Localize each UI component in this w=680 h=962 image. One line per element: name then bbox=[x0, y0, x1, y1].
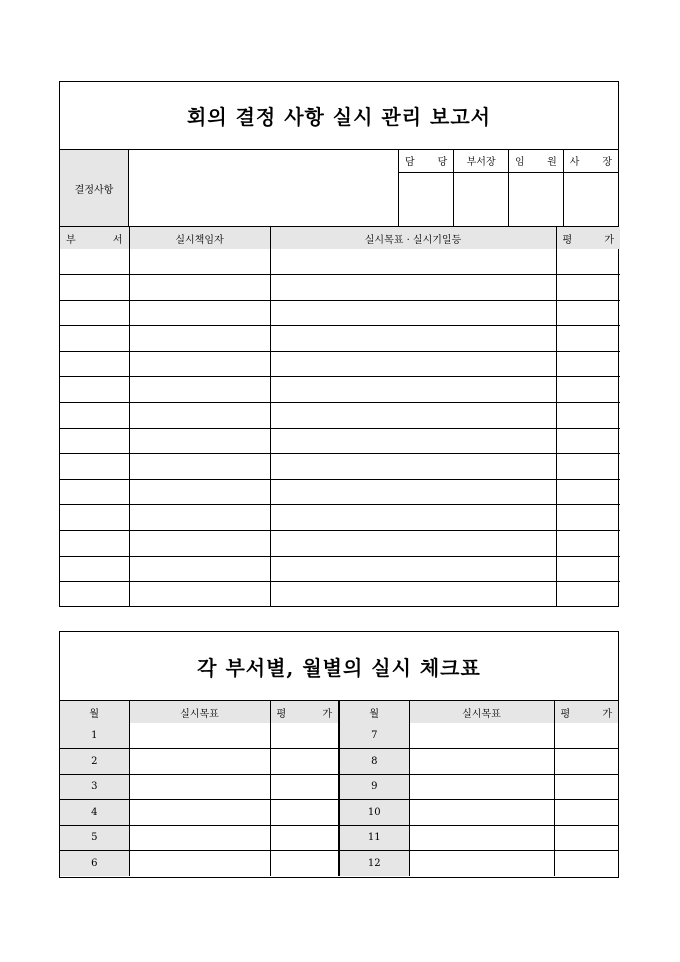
eval-cell[interactable] bbox=[556, 454, 620, 480]
col-header-goal: 실시목표 bbox=[129, 701, 270, 723]
table-row bbox=[60, 505, 620, 531]
table-row bbox=[60, 454, 620, 480]
goal-cell[interactable] bbox=[270, 300, 556, 326]
goal-cell[interactable] bbox=[270, 454, 556, 480]
goal-cell[interactable] bbox=[129, 800, 270, 826]
eval-cell[interactable] bbox=[556, 275, 620, 301]
eval-cell[interactable] bbox=[554, 723, 618, 749]
goal-cell[interactable] bbox=[129, 774, 270, 800]
dept-cell[interactable] bbox=[60, 428, 129, 454]
decision-label: 결정사항 bbox=[60, 150, 129, 226]
goal-cell[interactable] bbox=[270, 556, 556, 582]
goal-cell[interactable] bbox=[270, 428, 556, 454]
month-cell: 12 bbox=[340, 851, 409, 877]
dept-cell[interactable] bbox=[60, 479, 129, 505]
decision-content-field[interactable] bbox=[129, 150, 399, 226]
dept-cell[interactable] bbox=[60, 326, 129, 352]
owner-cell[interactable] bbox=[129, 326, 270, 352]
table-row bbox=[340, 800, 618, 826]
goal-cell[interactable] bbox=[409, 851, 554, 877]
decision-approval-row bbox=[60, 150, 618, 227]
table-row bbox=[60, 582, 620, 608]
owner-cell[interactable] bbox=[129, 300, 270, 326]
goal-cell[interactable] bbox=[270, 377, 556, 403]
table-row bbox=[60, 800, 338, 826]
dept-cell[interactable] bbox=[60, 403, 129, 429]
checklist-table-right bbox=[340, 701, 618, 876]
col-header-month: 월 bbox=[60, 701, 129, 723]
owner-cell[interactable] bbox=[129, 454, 270, 480]
dept-cell[interactable] bbox=[60, 275, 129, 301]
eval-cell[interactable] bbox=[556, 556, 620, 582]
eval-cell[interactable] bbox=[556, 403, 620, 429]
eval-cell[interactable] bbox=[270, 774, 338, 800]
col-header-month: 월 bbox=[340, 701, 409, 723]
eval-cell[interactable] bbox=[556, 531, 620, 557]
owner-cell[interactable] bbox=[129, 351, 270, 377]
goal-cell[interactable] bbox=[129, 851, 270, 877]
owner-cell[interactable] bbox=[129, 505, 270, 531]
owner-cell[interactable] bbox=[129, 582, 270, 608]
table-row bbox=[60, 351, 620, 377]
approval-stamp-box bbox=[399, 150, 618, 226]
dept-cell[interactable] bbox=[60, 582, 129, 608]
checklist-title: 각 부서별, 월별의 실시 체크표 bbox=[60, 632, 618, 701]
col-header-eval: 평 가 bbox=[556, 227, 620, 249]
table-row bbox=[340, 851, 618, 877]
table-row bbox=[340, 774, 618, 800]
eval-cell[interactable] bbox=[556, 249, 620, 275]
dept-cell[interactable] bbox=[60, 531, 129, 557]
approval-header-president: 사 장 bbox=[563, 150, 618, 172]
table-row bbox=[60, 556, 620, 582]
eval-cell[interactable] bbox=[270, 825, 338, 851]
col-header-dept: 부 서 bbox=[60, 227, 129, 249]
approval-sign-president[interactable] bbox=[563, 172, 618, 226]
goal-cell[interactable] bbox=[129, 749, 270, 775]
eval-cell[interactable] bbox=[554, 851, 618, 877]
table-row bbox=[60, 531, 620, 557]
eval-cell[interactable] bbox=[556, 582, 620, 608]
eval-cell[interactable] bbox=[556, 351, 620, 377]
meeting-report-form bbox=[59, 81, 619, 607]
eval-cell[interactable] bbox=[270, 723, 338, 749]
month-cell: 3 bbox=[60, 774, 129, 800]
goal-cell[interactable] bbox=[270, 403, 556, 429]
month-cell: 6 bbox=[60, 851, 129, 877]
goal-cell[interactable] bbox=[270, 351, 556, 377]
owner-cell[interactable] bbox=[129, 428, 270, 454]
eval-cell[interactable] bbox=[554, 825, 618, 851]
goal-cell[interactable] bbox=[409, 800, 554, 826]
owner-cell[interactable] bbox=[129, 377, 270, 403]
table-row bbox=[340, 723, 618, 749]
col-header-eval: 평 가 bbox=[554, 701, 618, 723]
month-cell: 5 bbox=[60, 825, 129, 851]
col-header-goal: 실시목표 · 실시기일등 bbox=[270, 227, 556, 249]
monthly-checklist-form bbox=[59, 631, 619, 878]
table-row bbox=[60, 479, 620, 505]
table-row bbox=[60, 275, 620, 301]
goal-cell[interactable] bbox=[129, 825, 270, 851]
approval-sign-manager[interactable] bbox=[399, 172, 454, 226]
owner-cell[interactable] bbox=[129, 531, 270, 557]
goal-cell[interactable] bbox=[270, 531, 556, 557]
approval-sign-executive[interactable] bbox=[509, 172, 564, 226]
eval-cell[interactable] bbox=[554, 800, 618, 826]
goal-cell[interactable] bbox=[270, 249, 556, 275]
goal-cell[interactable] bbox=[270, 479, 556, 505]
table-row bbox=[340, 749, 618, 775]
goal-cell[interactable] bbox=[270, 326, 556, 352]
table-row bbox=[60, 774, 338, 800]
report-title: 회의 결정 사항 실시 관리 보고서 bbox=[60, 82, 618, 150]
eval-cell[interactable] bbox=[556, 479, 620, 505]
col-header-owner: 실시책임자 bbox=[129, 227, 270, 249]
eval-cell[interactable] bbox=[554, 774, 618, 800]
table-row bbox=[60, 851, 338, 877]
eval-cell[interactable] bbox=[556, 428, 620, 454]
eval-cell[interactable] bbox=[556, 300, 620, 326]
month-cell: 2 bbox=[60, 749, 129, 775]
goal-cell[interactable] bbox=[270, 582, 556, 608]
table-row bbox=[60, 749, 338, 775]
eval-cell[interactable] bbox=[270, 851, 338, 877]
goal-cell[interactable] bbox=[270, 275, 556, 301]
owner-cell[interactable] bbox=[129, 249, 270, 275]
owner-cell[interactable] bbox=[129, 556, 270, 582]
dept-cell[interactable] bbox=[60, 454, 129, 480]
goal-cell[interactable] bbox=[409, 825, 554, 851]
eval-cell[interactable] bbox=[556, 505, 620, 531]
table-row bbox=[340, 825, 618, 851]
approval-header-executive: 임 원 bbox=[509, 150, 564, 172]
table-row bbox=[60, 825, 338, 851]
dept-cell[interactable] bbox=[60, 300, 129, 326]
approval-header-manager: 담 당 bbox=[399, 150, 454, 172]
dept-cell[interactable] bbox=[60, 505, 129, 531]
month-cell: 4 bbox=[60, 800, 129, 826]
table-row bbox=[60, 249, 620, 275]
checklist-table-left bbox=[60, 701, 338, 876]
table-row bbox=[60, 723, 338, 749]
approval-sign-dept-head[interactable] bbox=[454, 172, 509, 226]
eval-cell[interactable] bbox=[270, 749, 338, 775]
col-header-eval: 평 가 bbox=[270, 701, 338, 723]
month-cell: 9 bbox=[340, 774, 409, 800]
goal-cell[interactable] bbox=[270, 505, 556, 531]
dept-cell[interactable] bbox=[60, 556, 129, 582]
month-cell: 8 bbox=[340, 749, 409, 775]
goal-cell[interactable] bbox=[129, 723, 270, 749]
eval-cell[interactable] bbox=[554, 749, 618, 775]
month-cell: 11 bbox=[340, 825, 409, 851]
table-row bbox=[60, 326, 620, 352]
table-row bbox=[60, 428, 620, 454]
dept-cell[interactable] bbox=[60, 249, 129, 275]
eval-cell[interactable] bbox=[556, 377, 620, 403]
dept-cell[interactable] bbox=[60, 377, 129, 403]
table-row bbox=[60, 377, 620, 403]
col-header-goal: 실시목표 bbox=[409, 701, 554, 723]
goal-cell[interactable] bbox=[409, 723, 554, 749]
approval-header-dept-head: 부서장 bbox=[454, 150, 509, 172]
month-cell: 1 bbox=[60, 723, 129, 749]
owner-cell[interactable] bbox=[129, 479, 270, 505]
report-table bbox=[60, 227, 620, 607]
owner-cell[interactable] bbox=[129, 275, 270, 301]
goal-cell[interactable] bbox=[409, 774, 554, 800]
owner-cell[interactable] bbox=[129, 403, 270, 429]
eval-cell[interactable] bbox=[270, 800, 338, 826]
table-row bbox=[60, 403, 620, 429]
month-cell: 7 bbox=[340, 723, 409, 749]
dept-cell[interactable] bbox=[60, 351, 129, 377]
month-cell: 10 bbox=[340, 800, 409, 826]
eval-cell[interactable] bbox=[556, 326, 620, 352]
table-row bbox=[60, 300, 620, 326]
goal-cell[interactable] bbox=[409, 749, 554, 775]
